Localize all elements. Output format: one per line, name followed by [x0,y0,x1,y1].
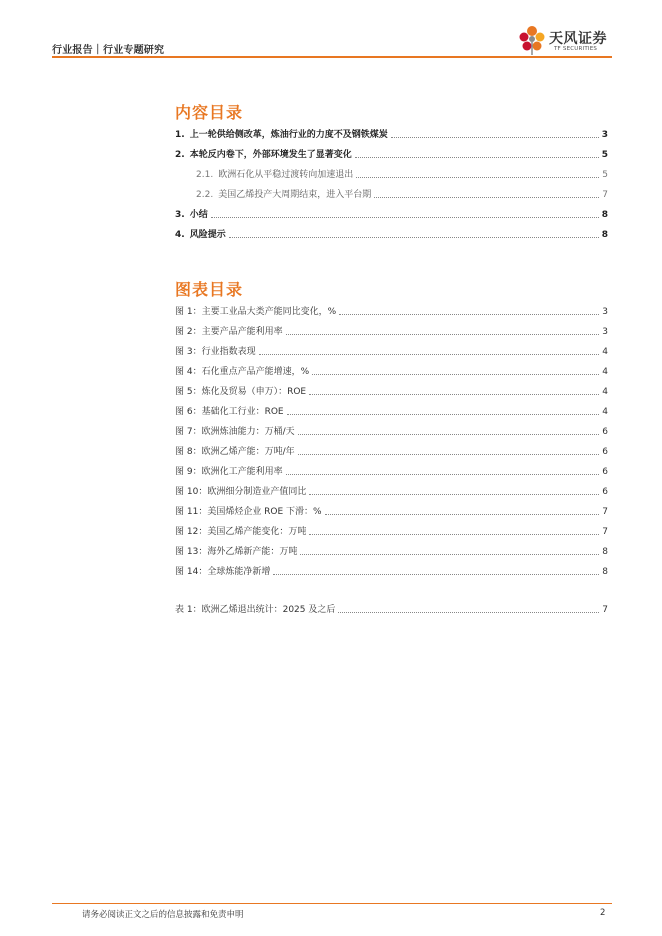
figure-item-9[interactable] [175,466,608,478]
flower-logo-icon [516,24,548,56]
toc-item-page: 8 [601,230,608,240]
toc-item-number: 3. [175,210,185,220]
figure-item-text: 图 3：行业指数表现 [175,347,256,357]
figure-item-page: 4 [602,387,608,397]
header-divider [52,56,612,58]
figure-item-10[interactable] [175,486,608,498]
figure-item-text: 图 2：主要产品产能利用率 [175,327,283,337]
figure-item-page: 4 [602,347,608,357]
figure-item-text: 图 6：基础化工行业：ROE [175,407,284,417]
figure-item-page: 6 [602,467,608,477]
toc-item-1[interactable] [175,129,608,141]
figure-item-1[interactable] [175,306,608,318]
dot-leader [298,454,600,455]
figure-item-page: 6 [602,487,608,497]
figure-item-text: 图 10：欧洲细分制造业产值同比 [175,487,307,497]
figure-item-12[interactable] [175,526,608,538]
figure-item-page: 8 [602,567,608,577]
figure-item-page: 4 [602,407,608,417]
dot-leader [355,157,599,158]
figure-item-text: 图 12：美国乙烯产能变化：万吨 [175,527,307,537]
toc-item-text: 风险提示 [189,230,226,240]
contents-title: 内容目录 [175,103,244,122]
figure-item-text: 图 5：炼化及贸易（申万）：ROE [175,387,307,397]
dot-leader [259,354,600,355]
figure-item-text: 图 14：全球炼能净新增 [175,567,271,577]
toc-item-page: 7 [602,190,608,200]
figure-item-4[interactable] [175,366,608,378]
toc-item-text: 上一轮供给侧改革，炼油行业的力度不及钢铁煤炭 [189,130,388,140]
dot-leader [312,374,599,375]
figure-item-page: 7 [602,507,608,517]
dot-leader [309,494,599,495]
dot-leader [374,197,599,198]
figure-item-page: 8 [602,547,608,557]
toc-item-text: 小结 [189,210,208,220]
table-item-text: 表 1：欧洲乙烯退出统计：2025 及之后 [175,605,336,615]
figure-item-page: 3 [602,327,608,337]
logo-text-en: TF SECURITIES [554,46,598,52]
toc-item-number: 4. [175,230,185,240]
toc-item-2-1[interactable] [196,169,608,181]
footer-disclaimer: 请务必阅读正文之后的信息披露和免责申明 [82,910,244,920]
figure-item-page: 6 [602,447,608,457]
figure-item-text: 图 1：主要工业品大类产能同比变化，% [175,307,337,317]
figure-item-text: 图 11：美国烯烃企业 ROE 下滑：% [175,507,322,517]
table-item-1[interactable] [175,604,608,616]
figure-item-text: 图 13：海外乙烯新产能：万吨 [175,547,298,557]
figures-title: 图表目录 [175,280,244,299]
toc-item-text: 美国乙烯投产大周期结束，进入平台期 [218,190,372,200]
figure-item-11[interactable] [175,506,608,518]
toc-item-text: 欧洲石化从平稳过渡转向加速退出 [218,170,354,180]
dot-leader [286,334,600,335]
figure-item-8[interactable] [175,446,608,458]
toc-item-number: 1. [175,130,185,140]
figure-item-text: 图 4：石化重点产品产能增速，% [175,367,310,377]
toc-item-2[interactable] [175,149,608,161]
toc-item-text: 本轮反内卷下，外部环境发生了显著变化 [189,150,352,160]
figure-item-7[interactable] [175,426,608,438]
dot-leader [338,612,599,613]
header-title: 行业报告｜行业专题研究 [52,45,165,56]
figure-item-text: 图 8：欧洲乙烯产能：万吨/年 [175,447,295,457]
toc-item-2-2[interactable] [196,189,608,201]
dot-leader [287,414,600,415]
figure-item-page: 3 [602,307,608,317]
dot-leader [229,237,599,238]
figure-item-text: 图 9：欧洲化工产能利用率 [175,467,283,477]
figure-item-5[interactable] [175,386,608,398]
figure-item-6[interactable] [175,406,608,418]
toc-item-3[interactable] [175,209,608,221]
figure-item-13[interactable] [175,546,608,558]
figure-item-text: 图 7：欧洲炼油能力：万桶/天 [175,427,295,437]
toc-item-number: 2.1. [196,170,214,180]
dot-leader [309,394,599,395]
figure-item-page: 4 [602,367,608,377]
dot-leader [286,474,600,475]
dot-leader [325,514,600,515]
toc-item-page: 5 [601,150,608,160]
dot-leader [300,554,599,555]
figure-item-page: 7 [602,527,608,537]
dot-leader [309,534,599,535]
footer-divider [52,903,612,904]
dot-leader [211,217,599,218]
figure-item-3[interactable] [175,346,608,358]
table-item-page: 7 [602,605,608,615]
toc-item-number: 2. [175,150,185,160]
dot-leader [339,314,599,315]
dot-leader [273,574,599,575]
toc-item-4[interactable] [175,229,608,241]
figure-item-14[interactable] [175,566,608,578]
toc-item-page: 8 [601,210,608,220]
dot-leader [298,434,600,435]
figure-item-2[interactable] [175,326,608,338]
toc-item-number: 2.2. [196,190,214,200]
figure-item-page: 6 [602,427,608,437]
logo-text-cn: 天风证券 [549,31,607,47]
dot-leader [356,177,599,178]
company-logo [516,24,616,56]
dot-leader [391,137,599,138]
toc-item-page: 3 [601,130,608,140]
page-number: 2 [600,908,606,918]
toc-item-page: 5 [602,170,608,180]
